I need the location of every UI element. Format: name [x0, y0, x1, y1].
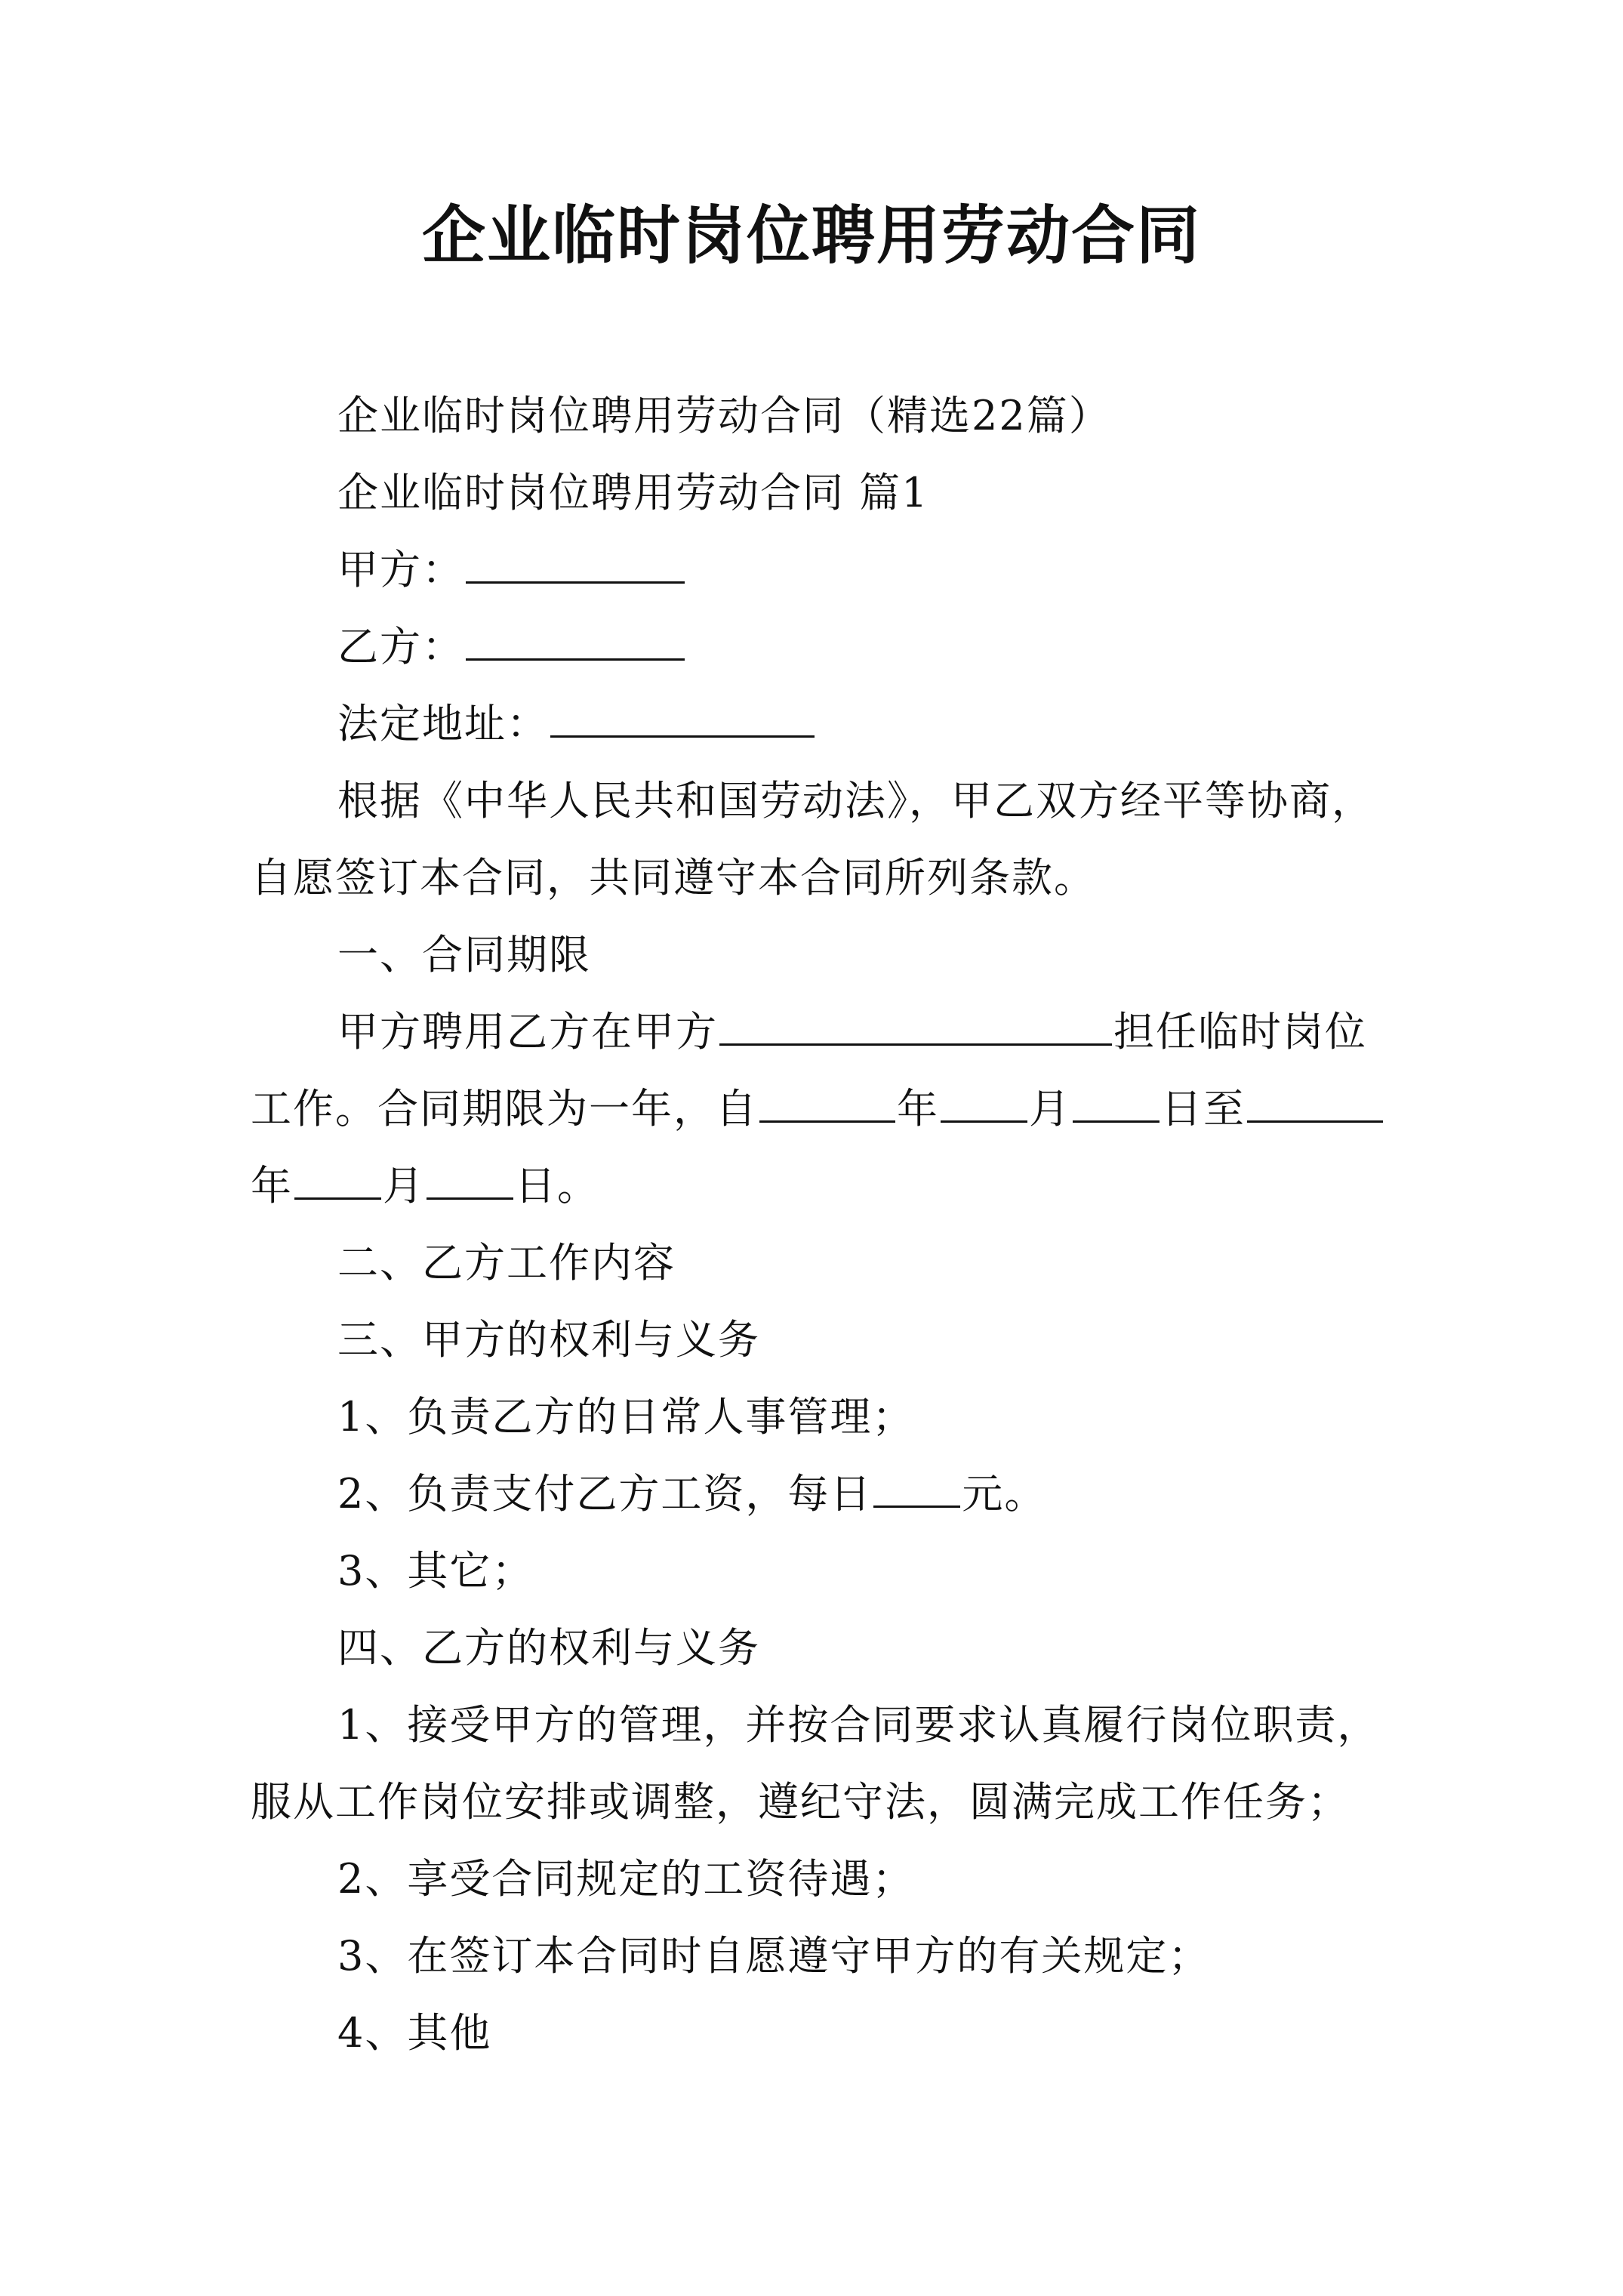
line-section-1	[251, 917, 1383, 994]
line-legal-address	[251, 686, 1383, 763]
text-segment: 甲方：	[337, 546, 464, 593]
line-a-duty-1	[251, 1379, 1383, 1456]
text-segment: 日至	[1161, 1085, 1246, 1133]
fill-in-blank	[1073, 1083, 1160, 1123]
text-segment: 四、乙方的权利与义务	[337, 1624, 760, 1672]
line-party-a	[251, 532, 1383, 609]
fill-in-blank	[719, 1006, 1112, 1046]
text-segment: 担任临时岗位	[1113, 1008, 1367, 1056]
line-section-3	[251, 1302, 1383, 1379]
text-segment: 一、合同期限	[337, 931, 591, 978]
text-segment: 年	[897, 1085, 939, 1133]
line-preamble-2	[251, 840, 1383, 917]
text-segment: 日。	[515, 1162, 599, 1210]
line-term-3	[251, 1148, 1383, 1225]
text-segment: 二、乙方工作内容	[337, 1239, 676, 1287]
fill-in-blank	[466, 544, 685, 584]
text-segment: 1、接受甲方的管理，并按合同要求认真履行岗位职责，	[337, 1701, 1380, 1749]
text-segment: 工作。合同期限为一年，自	[251, 1085, 758, 1133]
line-b-duty-1a	[251, 1687, 1383, 1764]
fill-in-blank	[466, 621, 685, 661]
text-segment: 3、在签订本合同时自愿遵守甲方的有关规定；	[337, 1932, 1211, 1980]
line-section-4	[251, 1610, 1383, 1687]
fill-in-blank	[427, 1160, 513, 1200]
line-term-1	[251, 994, 1383, 1071]
text-segment: 企业临时岗位聘用劳动合同 篇1	[337, 469, 929, 516]
line-b-duty-3	[251, 1918, 1383, 1995]
line-term-2	[251, 1071, 1383, 1148]
fill-in-blank	[294, 1160, 381, 1200]
text-segment: 乙方：	[337, 623, 464, 670]
fill-in-blank	[550, 698, 815, 738]
text-segment: 甲方聘用乙方在甲方	[337, 1008, 718, 1056]
line-party-b	[251, 609, 1383, 686]
text-segment: 三、甲方的权利与义务	[337, 1316, 760, 1364]
line-a-duty-2	[251, 1456, 1383, 1533]
line-subtitle	[251, 378, 1383, 455]
text-segment: 自愿签订本合同，共同遵守本合同所列条款。	[251, 854, 1096, 901]
fill-in-blank	[759, 1083, 895, 1123]
line-b-duty-4	[251, 1995, 1383, 2072]
text-segment: 2、负责支付乙方工资，每日	[337, 1470, 873, 1518]
text-segment: 服从工作岗位安排或调整，遵纪守法，圆满完成工作任务；	[251, 1778, 1350, 1826]
text-segment: 3、其它；	[337, 1547, 534, 1595]
line-a-duty-3	[251, 1533, 1383, 1610]
text-segment: 年	[251, 1162, 293, 1210]
text-segment: 根据《中华人民共和国劳动法》，甲乙双方经平等协商，	[337, 777, 1374, 824]
text-segment: 2、享受合同规定的工资待遇；	[337, 1855, 915, 1903]
line-section-2	[251, 1225, 1383, 1302]
line-b-duty-1b	[251, 1764, 1383, 1841]
text-segment: 月	[383, 1162, 425, 1210]
line-b-duty-2	[251, 1841, 1383, 1918]
fill-in-blank	[1247, 1083, 1383, 1123]
line-chapter-heading	[251, 455, 1383, 532]
text-segment: 4、其他	[337, 2009, 492, 2057]
text-segment: 法定地址：	[337, 700, 549, 747]
text-segment: 元。	[962, 1470, 1047, 1518]
line-preamble-1	[251, 763, 1383, 840]
fill-in-blank	[941, 1083, 1027, 1123]
text-segment: 1、负责乙方的日常人事管理；	[337, 1393, 915, 1441]
document-body	[251, 378, 1383, 2072]
text-segment: 企业临时岗位聘用劳动合同（精选22篇）	[337, 392, 1111, 439]
text-segment: 月	[1029, 1085, 1071, 1133]
document-title: 企业临时岗位聘用劳动合同	[421, 198, 1201, 273]
fill-in-blank	[873, 1468, 960, 1508]
